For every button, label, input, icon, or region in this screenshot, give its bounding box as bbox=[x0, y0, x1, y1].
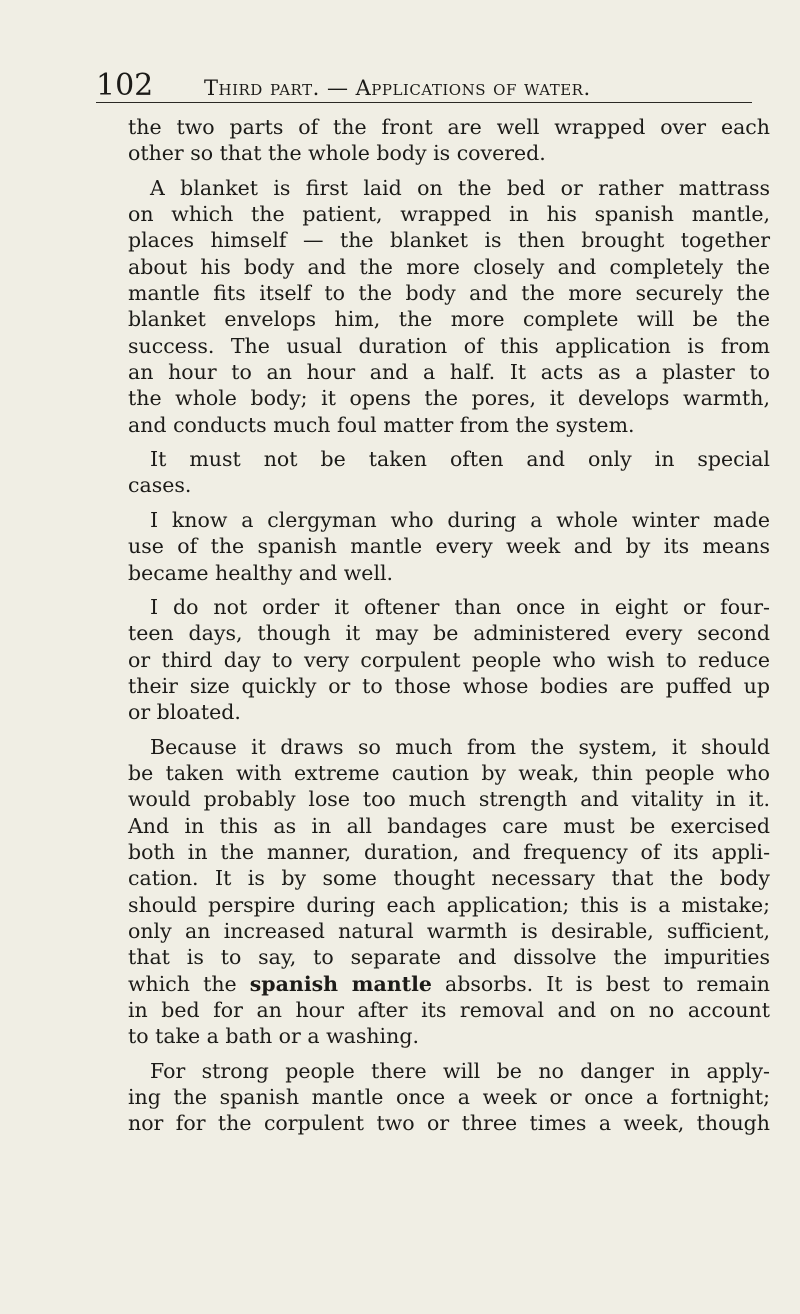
text-line: use of the spanish mantle every week and by its means bbox=[128, 534, 770, 559]
text-line: an hour to an hour and a half. It acts as a plaster to bbox=[128, 360, 770, 385]
text-line: Because it draws so much from the system, it should bbox=[150, 734, 770, 759]
text-line: cases. bbox=[128, 473, 192, 498]
text-line: would probably lose too much strength and vitality in it. bbox=[128, 787, 770, 812]
paragraph bbox=[128, 175, 770, 438]
body-text bbox=[128, 114, 770, 1145]
text-line: nor for the corpulent two or three times a week, though bbox=[128, 1111, 770, 1136]
text-line: or bloated. bbox=[128, 700, 241, 725]
text-line: blanket envelops him, the more complete will be the bbox=[128, 307, 770, 332]
text-line: And in this as in all bandages care must be exercised bbox=[128, 813, 770, 838]
text-line: be taken with extreme caution by weak, thin people who bbox=[128, 760, 770, 785]
text-line: their size quickly or to those whose bodies are puffed up bbox=[128, 673, 770, 698]
text-line: should perspire during each application; this is a mistake; bbox=[128, 892, 770, 917]
text-line: in bed for an hour after its removal and on no account bbox=[128, 998, 770, 1022]
text-line: cation. It is by some thought necessary that the body bbox=[128, 866, 770, 891]
text-line: only an increased natural warmth is desirable, sufficient, bbox=[128, 918, 770, 943]
text-line: which the spanish mantle absorbs. It is best to remain bbox=[128, 971, 770, 996]
paragraph bbox=[128, 594, 770, 726]
text-line: places himself — the blanket is then brought together bbox=[128, 228, 770, 253]
text-line: other so that the whole body is covered. bbox=[128, 141, 546, 166]
paragraph bbox=[128, 114, 770, 167]
paragraph bbox=[128, 734, 770, 1050]
text-line: about his body and the more closely and completely the bbox=[128, 254, 770, 279]
text-line: or third day to very corpulent people who wish to reduce bbox=[128, 647, 770, 672]
text-line: the whole body; it opens the pores, it develops warmth, bbox=[128, 386, 770, 411]
text-line: that is to say, to separate and dissolve the impurities bbox=[128, 945, 770, 970]
text-line: success. The usual duration of this application is from bbox=[128, 333, 770, 358]
text-line: the two parts of the front are well wrapped over each bbox=[128, 115, 770, 139]
text-line: became healthy and well. bbox=[128, 560, 394, 585]
running-head bbox=[96, 62, 752, 103]
text-line: mantle fits itself to the body and the more securely the bbox=[128, 281, 770, 306]
running-head-title: Third part. — Applications of water. bbox=[204, 76, 591, 100]
paragraph bbox=[128, 507, 770, 586]
text-line: both in the manner, duration, and frequency of its appli- bbox=[128, 839, 770, 864]
paragraph bbox=[128, 446, 770, 499]
text-line: teen days, though it may be administered every second bbox=[128, 621, 770, 646]
text-line: on which the patient, wrapped in his spanish mantle, bbox=[128, 202, 770, 227]
page-number: 102 bbox=[96, 68, 154, 103]
text-line: A blanket is first laid on the bed or rather mattrass bbox=[150, 175, 770, 200]
text-line: and conducts much foul matter from the system. bbox=[128, 412, 635, 437]
paragraph bbox=[128, 1058, 770, 1137]
text-line: I know a clergyman who during a whole winter made bbox=[150, 507, 770, 532]
text-line: I do not order it oftener than once in eight or four- bbox=[150, 594, 770, 619]
text-line: It must not be taken often and only in special bbox=[150, 447, 770, 472]
text-line: For strong people there will be no danger in apply- bbox=[150, 1058, 770, 1083]
text-line: to take a bath or a washing. bbox=[128, 1024, 419, 1049]
text-line: ing the spanish mantle once a week or once a fortnight; bbox=[128, 1085, 770, 1110]
